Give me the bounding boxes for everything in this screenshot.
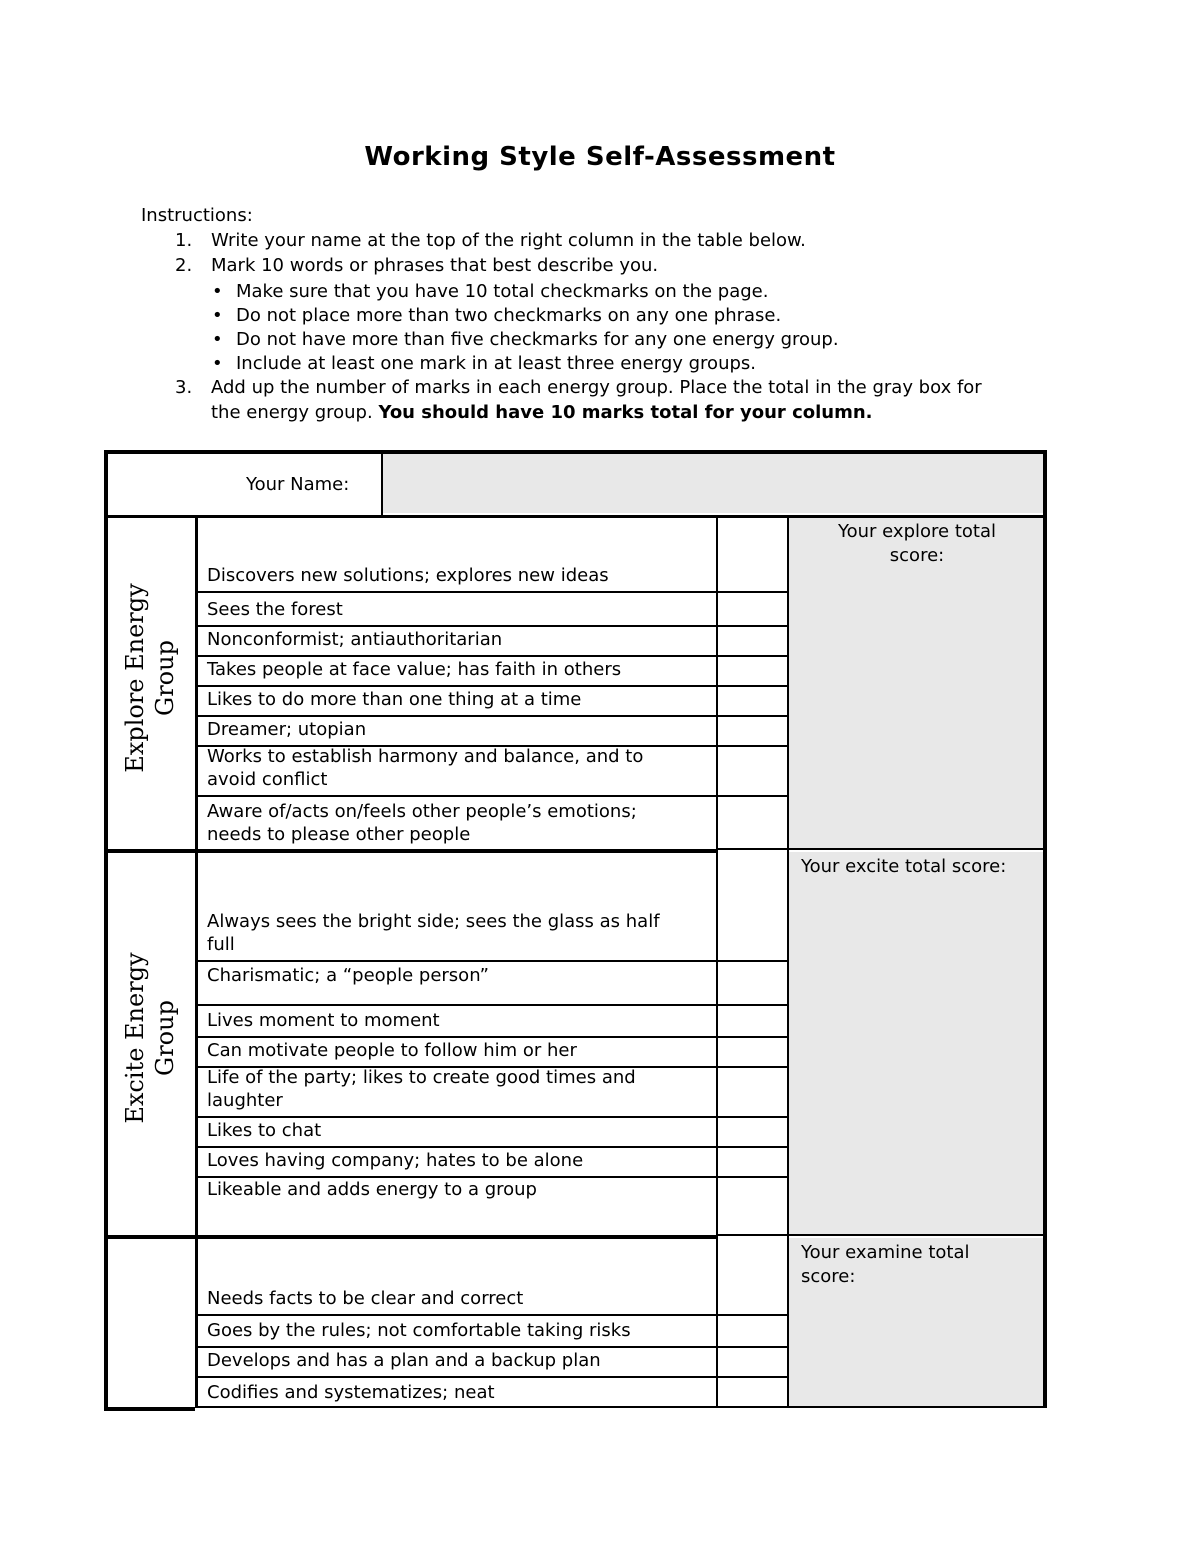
table-border-top [104, 450, 1047, 454]
phrase-line: Works to establish harmony and balance, and to [207, 746, 644, 767]
phrase-text [207, 1381, 495, 1404]
table-border-right [1043, 450, 1047, 1408]
phrase-text [207, 910, 660, 956]
phrase-line: Aware of/acts on/feels other people’s emotions; [207, 801, 637, 822]
row-rule [195, 655, 787, 657]
checkmark-cell[interactable] [718, 1118, 787, 1146]
checkmark-cell[interactable] [718, 717, 787, 745]
phrase-text [207, 1349, 601, 1372]
phrase-text [207, 628, 502, 651]
checkmark-cell[interactable] [718, 1038, 787, 1066]
checkmark-cell[interactable] [718, 593, 787, 625]
phrase-line: Dreamer; utopian [207, 719, 367, 740]
phrase-line: Loves having company; hates to be alone [207, 1150, 584, 1171]
checkmark-cell[interactable] [718, 657, 787, 685]
step-number: 3. [175, 377, 193, 398]
phrase-line: Lives moment to moment [207, 1010, 440, 1031]
score-label-line: score: [801, 1266, 856, 1287]
row-rule [195, 1146, 787, 1148]
page-title: Working Style Self-Assessment [364, 142, 836, 172]
bullet-text: Do not have more than five checkmarks for any one energy group. [236, 329, 839, 350]
phrase-text [207, 718, 366, 741]
row-rule [195, 1346, 787, 1348]
phrase-text [207, 1149, 583, 1172]
checkmark-cell[interactable] [718, 1348, 787, 1376]
table-border-bottom [195, 1406, 1047, 1408]
score-box[interactable] [789, 852, 1043, 1235]
phrase-text [207, 800, 637, 846]
energy-group-label [120, 558, 184, 798]
checkmark-cell[interactable] [718, 852, 787, 960]
row-rule [195, 1314, 787, 1316]
group-label-line: Group [150, 1000, 179, 1076]
score-label-line: Your examine total [801, 1242, 970, 1263]
bullet-text: Do not place more than two checkmarks on any one phrase. [236, 305, 782, 326]
phrase-line: Life of the party; likes to create good times and [207, 1067, 636, 1088]
row-rule [195, 960, 787, 962]
phrase-line: full [207, 934, 235, 955]
phrase-line: Sees the forest [207, 599, 343, 620]
phrase-text [207, 598, 343, 621]
step-text: Write your name at the top of the right column in the table below. [211, 230, 806, 251]
energy-group-label [120, 918, 184, 1158]
checkmark-cell[interactable] [718, 1238, 787, 1314]
step-text: Mark 10 words or phrases that best describe you. [211, 255, 659, 276]
step-number: 2. [175, 255, 193, 276]
score-label-line: Your explore total [838, 521, 996, 542]
row-rule [195, 1116, 787, 1118]
row-rule [195, 1036, 787, 1038]
score-label [801, 855, 1006, 879]
phrase-text [207, 1066, 636, 1112]
group-label-line: Excite Energy [120, 952, 149, 1124]
phrase-text [207, 1119, 321, 1142]
phrase-text [207, 564, 609, 587]
name-divider [381, 450, 383, 515]
checkmark-cell[interactable] [718, 687, 787, 715]
phrase-text [207, 964, 489, 987]
phrase-text [207, 688, 581, 711]
phrase-line: Nonconformist; antiauthoritarian [207, 629, 503, 650]
phrase-line: Charismatic; a “people person” [207, 965, 489, 986]
phrase-text [207, 1319, 631, 1342]
phrase-text [207, 1287, 523, 1310]
group-label-line: Group [150, 639, 179, 716]
row-rule [195, 1376, 787, 1378]
checkmark-cell[interactable] [718, 797, 787, 850]
checkmark-cell[interactable] [718, 1006, 787, 1036]
phrase-line: Needs facts to be clear and correct [207, 1288, 524, 1309]
table-border-left [104, 450, 108, 1410]
row-rule [195, 1004, 787, 1006]
phrase-text [207, 1009, 440, 1032]
name-input-field[interactable] [383, 454, 1043, 513]
row-rule [195, 685, 787, 687]
your-name-label: Your Name: [246, 474, 350, 495]
bullet-text: Include at least one mark in at least three energy groups. [236, 353, 757, 374]
bullet-dot: • [212, 305, 223, 326]
phrase-text [207, 745, 643, 791]
phrase-line: avoid conflict [207, 769, 328, 790]
table-border-bottom-label [104, 1407, 195, 1411]
phrase-line: Codifies and systematizes; neat [207, 1382, 495, 1403]
instruction-step-continued [211, 401, 873, 425]
phrase-line: Develops and has a plan and a backup plan [207, 1350, 601, 1371]
phrase-line: Always sees the bright side; sees the glass as half [207, 911, 660, 932]
phrase-line: needs to please other people [207, 824, 471, 845]
phrase-line: Likes to do more than one thing at a time [207, 689, 582, 710]
checkmark-cell[interactable] [718, 962, 787, 1004]
step-text: Add up the number of marks in each energy group. Place the total in the gray box for [211, 377, 982, 398]
row-rule [195, 715, 787, 717]
phrase-text [207, 1039, 577, 1062]
row-rule [195, 591, 787, 593]
checkmark-cell[interactable] [718, 1316, 787, 1346]
step-text-emphasis: You should have 10 marks total for your column. [378, 402, 873, 423]
bullet-dot: • [212, 353, 223, 374]
step-text-continued: the energy group. [211, 402, 379, 423]
score-label-line: Your excite total score: [801, 856, 1007, 877]
score-label [791, 520, 1043, 568]
bullet-dot: • [212, 329, 223, 350]
check-column-rule [787, 515, 789, 1408]
phrase-line: laughter [207, 1090, 283, 1111]
row-rule [195, 625, 787, 627]
score-label-line: score: [889, 545, 945, 566]
bullet-text: Make sure that you have 10 total checkmarks on the page. [236, 281, 769, 302]
checkmark-cell[interactable] [718, 627, 787, 655]
phrase-text [207, 658, 621, 681]
name-row-rule [104, 515, 1047, 518]
checkmark-cell[interactable] [718, 1378, 787, 1408]
group-label-line: Explore Energy [120, 582, 149, 773]
checkmark-cell[interactable] [718, 517, 787, 591]
phrase-line: Likeable and adds energy to a group [207, 1179, 537, 1200]
checkmark-cell[interactable] [718, 1148, 787, 1176]
phrase-text [207, 1178, 537, 1201]
checkmark-cell[interactable] [718, 1178, 787, 1236]
phrase-line: Likes to chat [207, 1120, 322, 1141]
row-rule [195, 795, 787, 797]
step-number: 1. [175, 230, 193, 251]
phrase-line: Discovers new solutions; explores new ideas [207, 565, 609, 586]
phrase-line: Takes people at face value; has faith in others [207, 659, 622, 680]
phrase-line: Can motivate people to follow him or her [207, 1040, 577, 1061]
checkmark-cell[interactable] [718, 1068, 787, 1116]
phrase-line: Goes by the rules; not comfortable taking risks [207, 1320, 631, 1341]
checkmark-cell[interactable] [718, 747, 787, 795]
score-label [801, 1241, 970, 1289]
instructions-heading: Instructions: [141, 205, 253, 226]
bullet-dot: • [212, 281, 223, 302]
